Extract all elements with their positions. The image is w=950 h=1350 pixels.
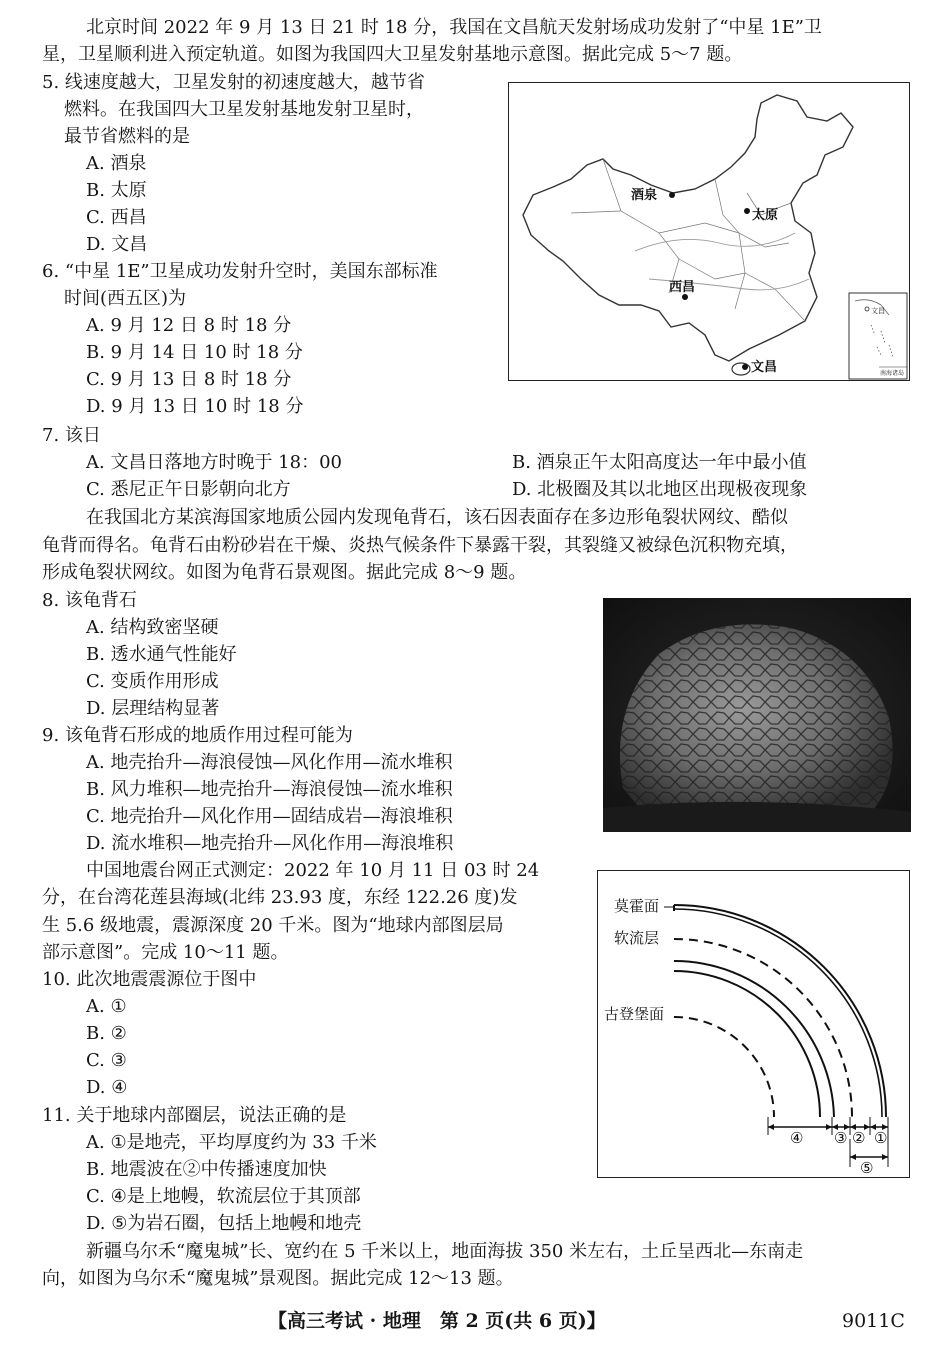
q9-option-b: B. 风力堆积—地壳抬升—海浪侵蚀—流水堆积 [86, 779, 453, 800]
taiyuan-site-dot [744, 208, 750, 214]
q11-option-c: C. ④是上地幔，软流层位于其顶部 [86, 1186, 361, 1207]
passage2-line1: 在我国北方某滨海国家地质公园内发现龟背石，该石因表面存在多边形龟裂状网纹、酷似 [86, 507, 788, 528]
q5-option-b: B. 太原 [86, 180, 147, 201]
wenchang-label: 文昌 [751, 360, 778, 375]
q8-option-a: A. 结构致密坚硬 [86, 617, 219, 638]
q11-option-d: D. ⑤为岩石圈，包括上地幔和地壳 [86, 1213, 362, 1234]
yellow-river [635, 233, 795, 251]
q9-option-c: C. 地壳抬升—风化作用—固结成岩—海浪堆积 [86, 806, 453, 827]
passage2-line2: 龟背而得名。龟背石由粉砂岩在干燥、炎热气候条件下暴露干裂，其裂缝又被绿色沉积物充填， [42, 535, 798, 556]
passage3-line1: 中国地震台网正式测定：2022 年 10 月 11 日 03 时 24 [86, 860, 540, 881]
passage1-line1: 北京时间 2022 年 9 月 13 日 21 时 18 分，我国在文昌航天发射场成功发射了“中星 1E”卫 [86, 17, 822, 38]
q5-stem-line3: 最节省燃料的是 [64, 126, 190, 147]
province-boundary [715, 179, 745, 309]
q11-option-b: B. 地震波在②中传播速度加快 [86, 1159, 327, 1180]
jiuquan-site-dot [669, 192, 675, 198]
q10-option-c: C. ③ [86, 1050, 127, 1071]
q9-option-a: A. 地壳抬升—海浪侵蚀—风化作用—流水堆积 [86, 752, 453, 773]
turtle-back-stone-photo [603, 598, 911, 832]
asthenosphere-label: 软流层 [614, 929, 660, 947]
surface-arc [674, 905, 886, 1117]
q6-option-b: B. 9 月 14 日 10 时 18 分 [86, 342, 303, 363]
taiyuan-label: 太原 [752, 208, 779, 223]
jiuquan-label: 酒泉 [631, 188, 658, 203]
passage3-line4: 部示意图”。完成 10～11 题。 [42, 942, 289, 963]
province-boundary [571, 211, 621, 213]
china-map-svg [509, 83, 909, 380]
q5-option-c: C. 西昌 [86, 207, 147, 228]
marker-3: ③ [834, 1129, 848, 1147]
q8-option-b: B. 透水通气性能好 [86, 644, 237, 665]
china-outline [523, 95, 853, 361]
moho-boundary-arc [674, 939, 852, 1117]
q10-option-a: A. ① [86, 996, 127, 1017]
q10-option-b: B. ② [86, 1023, 127, 1044]
q7-option-c: C. 悉尼正午日影朝向北方 [86, 479, 291, 500]
wenchang-site-dot [742, 364, 748, 370]
earth-interior-diagram [597, 870, 910, 1178]
q6-option-c: C. 9 月 13 日 8 时 18 分 [86, 369, 292, 390]
q10-stem: 10. 此次地震震源位于图中 [42, 969, 257, 990]
q7-option-a: A. 文昌日落地方时晚于 18：00 [86, 452, 342, 473]
passage2-line3: 形成龟裂状网纹。如图为龟背石景观图。据此完成 8～9 题。 [42, 562, 527, 583]
q6-option-a: A. 9 月 12 日 8 时 18 分 [86, 315, 292, 336]
q5-stem-line1: 5. 线速度越大，卫星发射的初速度越大，越节省 [42, 72, 425, 93]
xichang-label: 西昌 [669, 280, 696, 295]
south-china-sea-inset [849, 293, 907, 379]
province-boundary [679, 259, 805, 321]
passage3-line2: 分，在台湾花莲县海域(北纬 23.93 度，东经 122.26 度)发 [42, 887, 518, 908]
marker-2: ② [852, 1129, 866, 1147]
q5-option-d: D. 文昌 [86, 234, 148, 255]
gutenberg-label: 古登堡面 [604, 1005, 665, 1023]
q8-stem: 8. 该龟背石 [42, 590, 137, 611]
q11-option-a: A. ①是地壳，平均厚度约为 33 千米 [86, 1132, 377, 1153]
page-footer-code: 9011C [842, 1310, 905, 1332]
q10-option-d: D. ④ [86, 1077, 128, 1098]
surface-arc-inner [674, 909, 882, 1117]
q8-option-d: D. 层理结构显著 [86, 698, 220, 719]
q9-option-d: D. 流水堆积—地壳抬升—风化作用—海浪堆积 [86, 833, 454, 854]
q7-option-b: B. 酒泉正午太阳高度达一年中最小值 [512, 452, 807, 473]
moho-label: 莫霍面 [614, 897, 660, 915]
q6-option-d: D. 9 月 13 日 10 时 18 分 [86, 396, 304, 417]
gutenberg-boundary-arc [674, 1017, 774, 1117]
marker-1: ① [874, 1129, 888, 1147]
marker-4: ④ [790, 1129, 804, 1147]
q5-stem-line2: 燃料。在我国四大卫星发射基地发射卫星时， [64, 99, 424, 120]
inset-caption: 南海诸岛 [880, 370, 905, 377]
q7-stem: 7. 该日 [42, 425, 101, 446]
passage1-line2: 星，卫星顺利进入预定轨道。如图为我国四大卫星发射基地示意图。据此完成 5～7 题。 [42, 44, 743, 65]
page-footer-title: 【高三考试 · 地理 第 2 页(共 6 页)】 [268, 1310, 606, 1332]
q6-stem-line1: 6. “中星 1E”卫星成功发射升空时，美国东部标准 [42, 261, 438, 282]
inset-wenchang-label: 文昌 [871, 307, 885, 315]
asthenosphere-bottom-arc [674, 971, 820, 1117]
q9-stem: 9. 该龟背石形成的地质作用过程可能为 [42, 725, 353, 746]
stone-photo-svg [603, 598, 911, 832]
china-launch-sites-map [508, 82, 910, 381]
passage4-line1: 新疆乌尔禾“魔鬼城”长、宽约在 5 千米以上，地面海拔 350 米左右，土丘呈西北—东南走 [86, 1241, 804, 1262]
q6-stem-line2: 时间(西五区)为 [64, 288, 187, 309]
hainan-island [732, 363, 750, 375]
q7-option-d: D. 北极圈及其以北地区出现极夜现象 [512, 479, 808, 500]
passage3-line3: 生 5.6 级地震，震源深度 20 千米。图为“地球内部图层局 [42, 915, 504, 936]
marker-5: ⑤ [860, 1159, 874, 1177]
passage4-line2: 向，如图为乌尔禾“魔鬼城”景观图。据此完成 12～13 题。 [42, 1268, 514, 1289]
q11-stem: 11. 关于地球内部圈层，说法正确的是 [42, 1105, 347, 1126]
province-boundary [603, 159, 679, 293]
q5-option-a: A. 酒泉 [86, 153, 147, 174]
asthenosphere-top-arc [674, 961, 834, 1117]
earth-layers-svg [598, 871, 909, 1177]
q8-option-c: C. 变质作用形成 [86, 671, 219, 692]
